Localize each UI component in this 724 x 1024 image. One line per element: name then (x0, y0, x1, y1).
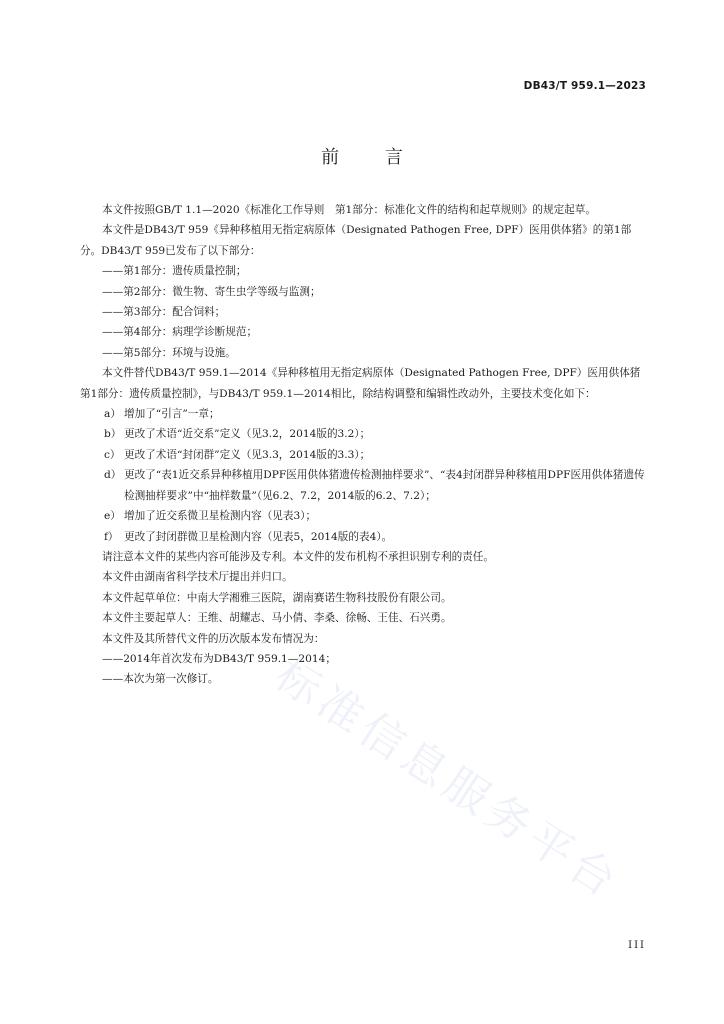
change-text: 增加了近交系微卫星检测内容（见表3）； (124, 510, 317, 523)
change-item (80, 445, 646, 465)
change-text: 更改了术语“封闭群”定义（见3.3，2014版的3.3）； (124, 448, 371, 461)
change-item (80, 404, 646, 424)
change-item (80, 506, 646, 526)
change-text: 更改了封闭群微卫星检测内容（见表5，2014版的表4）。 (124, 530, 393, 543)
foreword-body (80, 200, 646, 690)
paragraph-replacement: 本文件替代DB43/T 959.1—2014《异种移植用无指定病原体（Designated Pathogen Free, DPF）医用供体猪 第1部分：遗传质量控制》，与DB43/T 959.1—2014相比，除结构调整和编辑性改动外，主要技术变化如下： (80, 367, 641, 400)
change-text: 更改了“表1近交系异种移植用DPF医用供体猪遗传检测抽样要求”、“表4封闭群异种移植用DPF医用供体猪遗传检测抽样要求”中“抽样数量”（见6.2、7.2，2014版的6.2、7.2）； (124, 469, 645, 502)
watermark: 标准信息服务平台 (266, 649, 630, 910)
change-label: c） (104, 448, 121, 461)
change-item (80, 465, 646, 506)
change-text: 更改了术语“近交系”定义（见3.2，2014版的3.2）； (124, 428, 371, 441)
page-number: III (628, 940, 646, 951)
change-label: e） (104, 510, 121, 523)
paragraph-history-intro: 本文件及其所替代文件的历次版本发布情况为： (102, 632, 325, 645)
paragraph-drafting-units: 本文件起草单位：中南大学湘雅三医院，湖南赛诺生物科技股份有限公司。 (102, 591, 452, 604)
paragraph-drafters: 本文件主要起草人：王维、胡耀志、马小倩、李桑、徐畅、王佳、石兴勇。 (102, 612, 452, 625)
history-item: ——2014年首次发布为DB43/T 959.1—2014； (102, 652, 336, 665)
change-item (80, 424, 646, 444)
list-item: ——第5部分：环境与设施。 (102, 346, 236, 359)
history-item: ——本次为第一次修订。 (102, 673, 219, 686)
list-item: ——第2部分：微生物、寄生虫学等级与监测； (102, 285, 321, 298)
change-label: a） (104, 408, 121, 421)
paragraph-drafting-rules: 本文件按照GB/T 1.1—2020《标准化工作导则 第1部分：标准化文件的结构和起草规则》的规定起草。 (102, 204, 596, 216)
change-label: d） (104, 469, 122, 482)
change-label: f） (104, 530, 119, 543)
change-label: b） (104, 428, 122, 441)
list-item: ——第3部分：配合饲料； (102, 306, 226, 319)
document-code: DB43/T 959.1—2023 (523, 80, 646, 92)
page-title: 前 言 (321, 147, 423, 168)
list-item: ——第1部分：遗传质量控制； (102, 265, 247, 278)
paragraph-patent-notice: 请注意本文件的某些内容可能涉及专利。本文件的发布机构不承担识别专利的责任。 (102, 550, 494, 563)
change-item (80, 527, 646, 547)
paragraph-series-intro: 本文件是DB43/T 959《异种移植用无指定病原体（Designated Pathogen Free, DPF）医用供体猪》的第1部分。DB43/T 959已发布了以下部分： (80, 224, 632, 257)
list-item: ——第4部分：病理学诊断规范； (102, 326, 258, 339)
paragraph-proposer: 本文件由湖南省科学技术厅提出并归口。 (102, 571, 293, 584)
change-text: 增加了“引言”一章； (124, 408, 220, 421)
